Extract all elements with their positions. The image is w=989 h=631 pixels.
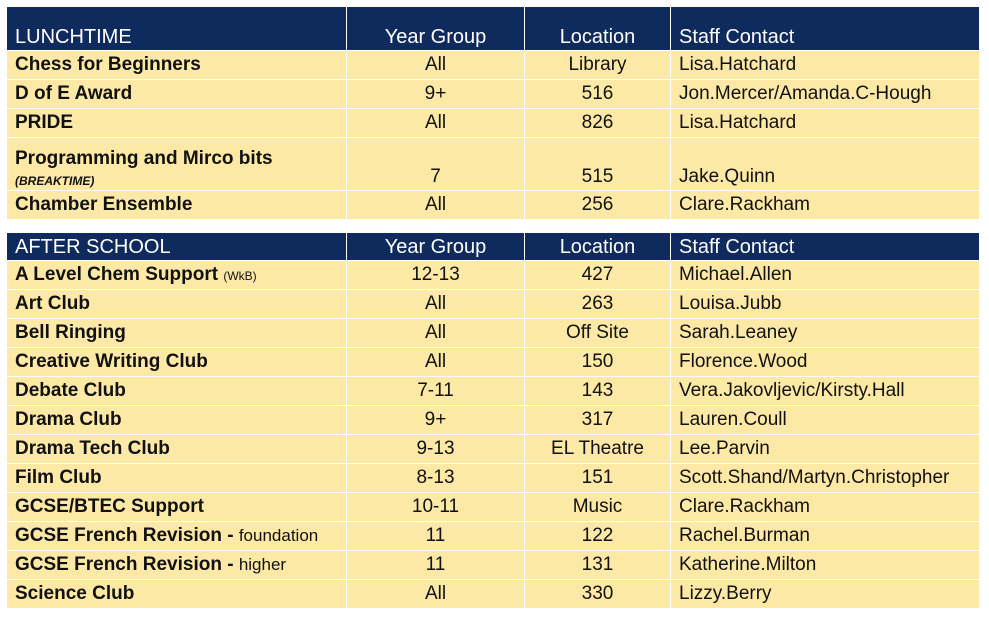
location-cell: Library bbox=[525, 51, 671, 80]
staff-contact-cell: Katherine.Milton bbox=[671, 551, 980, 580]
table-row bbox=[7, 435, 980, 464]
table-row bbox=[7, 109, 980, 138]
after-school-heading: AFTER SCHOOL bbox=[7, 233, 347, 261]
staff-contact-cell: Lisa.Hatchard bbox=[671, 51, 980, 80]
location-cell: 427 bbox=[525, 261, 671, 290]
activity-name-cell bbox=[7, 406, 347, 435]
staff-contact-cell: Lisa.Hatchard bbox=[671, 109, 980, 138]
staff-contact-cell: Sarah.Leaney bbox=[671, 319, 980, 348]
year-group-cell: 8-13 bbox=[347, 464, 525, 493]
location-cell: Off Site bbox=[525, 319, 671, 348]
staff-contact-cell: Scott.Shand/Martyn.Christopher bbox=[671, 464, 980, 493]
table-row bbox=[7, 290, 980, 319]
activity-name: GCSE French Revision - bbox=[15, 554, 234, 575]
activity-name-cell bbox=[7, 435, 347, 464]
location-header: Location bbox=[525, 233, 671, 261]
activity-name-cell bbox=[7, 319, 347, 348]
staff-contact-cell: Lee.Parvin bbox=[671, 435, 980, 464]
location-cell: 151 bbox=[525, 464, 671, 493]
activity-name-cell bbox=[7, 493, 347, 522]
year-group-cell: All bbox=[347, 319, 525, 348]
table-row bbox=[7, 80, 980, 109]
location-cell: EL Theatre bbox=[525, 435, 671, 464]
location-cell: 826 bbox=[525, 109, 671, 138]
location-cell: 330 bbox=[525, 580, 671, 609]
location-cell: 516 bbox=[525, 80, 671, 109]
year-group-cell: 7-11 bbox=[347, 377, 525, 406]
activity-name: Programming and Mirco bits bbox=[15, 148, 273, 169]
year-group-cell: 11 bbox=[347, 551, 525, 580]
activity-name-cell bbox=[7, 551, 347, 580]
table-row bbox=[7, 522, 980, 551]
table-row bbox=[7, 319, 980, 348]
activity-name-cell bbox=[7, 261, 347, 290]
table-row bbox=[7, 51, 980, 80]
location-cell: 317 bbox=[525, 406, 671, 435]
activity-name: Science Club bbox=[15, 583, 135, 604]
location-cell: 131 bbox=[525, 551, 671, 580]
lunchtime-table bbox=[6, 6, 980, 220]
activity-name-cell bbox=[7, 290, 347, 319]
activity-name-cell bbox=[7, 80, 347, 109]
activity-detail: (WkB) bbox=[223, 269, 257, 283]
staff-contact-cell: Lauren.Coull bbox=[671, 406, 980, 435]
activity-name: GCSE/BTEC Support bbox=[15, 496, 204, 517]
table-row bbox=[7, 261, 980, 290]
table-row bbox=[7, 191, 980, 220]
staff-contact-cell: Vera.Jakovljevic/Kirsty.Hall bbox=[671, 377, 980, 406]
table-row bbox=[7, 551, 980, 580]
staff-contact-header: Staff Contact bbox=[671, 7, 980, 51]
year-group-header: Year Group bbox=[347, 233, 525, 261]
staff-contact-cell: Clare.Rackham bbox=[671, 493, 980, 522]
staff-contact-cell: Clare.Rackham bbox=[671, 191, 980, 220]
after-school-header-row bbox=[7, 233, 980, 261]
staff-contact-cell: Lizzy.Berry bbox=[671, 580, 980, 609]
activity-name-cell bbox=[7, 377, 347, 406]
table-row bbox=[7, 138, 980, 191]
year-group-cell: 9+ bbox=[347, 80, 525, 109]
staff-contact-cell: Jake.Quinn bbox=[671, 138, 980, 191]
year-group-header: Year Group bbox=[347, 7, 525, 51]
table-row bbox=[7, 348, 980, 377]
location-cell: 515 bbox=[525, 138, 671, 191]
lunchtime-heading: LUNCHTIME bbox=[7, 7, 347, 51]
location-cell: 256 bbox=[525, 191, 671, 220]
after-school-table bbox=[6, 232, 980, 609]
activity-name: Creative Writing Club bbox=[15, 351, 208, 372]
year-group-cell: All bbox=[347, 348, 525, 377]
activity-name-cell bbox=[7, 138, 347, 191]
activity-name: Bell Ringing bbox=[15, 322, 126, 343]
activity-name: Film Club bbox=[15, 467, 102, 488]
activity-name: Chamber Ensemble bbox=[15, 194, 193, 215]
activity-name: Drama Tech Club bbox=[15, 438, 170, 459]
activity-name-cell bbox=[7, 522, 347, 551]
staff-contact-header: Staff Contact bbox=[671, 233, 980, 261]
location-header: Location bbox=[525, 7, 671, 51]
lunchtime-header-row bbox=[7, 7, 980, 51]
location-cell: 143 bbox=[525, 377, 671, 406]
staff-contact-cell: Jon.Mercer/Amanda.C-Hough bbox=[671, 80, 980, 109]
year-group-cell: 10-11 bbox=[347, 493, 525, 522]
activity-detail: foundation bbox=[238, 526, 319, 545]
year-group-cell: All bbox=[347, 290, 525, 319]
activity-name: Debate Club bbox=[15, 380, 126, 401]
year-group-cell: All bbox=[347, 109, 525, 138]
activity-name: GCSE French Revision - bbox=[15, 525, 234, 546]
table-row bbox=[7, 377, 980, 406]
location-cell: 122 bbox=[525, 522, 671, 551]
year-group-cell: All bbox=[347, 191, 525, 220]
table-row bbox=[7, 464, 980, 493]
year-group-cell: 9-13 bbox=[347, 435, 525, 464]
location-cell: Music bbox=[525, 493, 671, 522]
year-group-cell: 12-13 bbox=[347, 261, 525, 290]
activity-name-cell bbox=[7, 109, 347, 138]
year-group-cell: 11 bbox=[347, 522, 525, 551]
year-group-cell: 7 bbox=[347, 138, 525, 191]
activity-name: PRIDE bbox=[15, 112, 74, 133]
location-cell: 263 bbox=[525, 290, 671, 319]
activity-name: Drama Club bbox=[15, 409, 122, 430]
activity-name-cell bbox=[7, 580, 347, 609]
activity-name-cell bbox=[7, 464, 347, 493]
staff-contact-cell: Michael.Allen bbox=[671, 261, 980, 290]
table-row bbox=[7, 493, 980, 522]
activity-name-cell bbox=[7, 348, 347, 377]
staff-contact-cell: Louisa.Jubb bbox=[671, 290, 980, 319]
staff-contact-cell: Rachel.Burman bbox=[671, 522, 980, 551]
activity-name: Art Club bbox=[15, 293, 90, 314]
activity-detail: higher bbox=[238, 555, 287, 574]
year-group-cell: 9+ bbox=[347, 406, 525, 435]
activity-name: A Level Chem Support bbox=[15, 264, 219, 285]
table-row bbox=[7, 580, 980, 609]
activity-name: D of E Award bbox=[15, 83, 133, 104]
table-row bbox=[7, 406, 980, 435]
year-group-cell: All bbox=[347, 51, 525, 80]
location-cell: 150 bbox=[525, 348, 671, 377]
activity-name-cell bbox=[7, 51, 347, 80]
activity-name: Chess for Beginners bbox=[15, 54, 201, 75]
activity-name-cell bbox=[7, 191, 347, 220]
staff-contact-cell: Florence.Wood bbox=[671, 348, 980, 377]
year-group-cell: All bbox=[347, 580, 525, 609]
activity-note: (BREAKTIME) bbox=[15, 174, 95, 188]
